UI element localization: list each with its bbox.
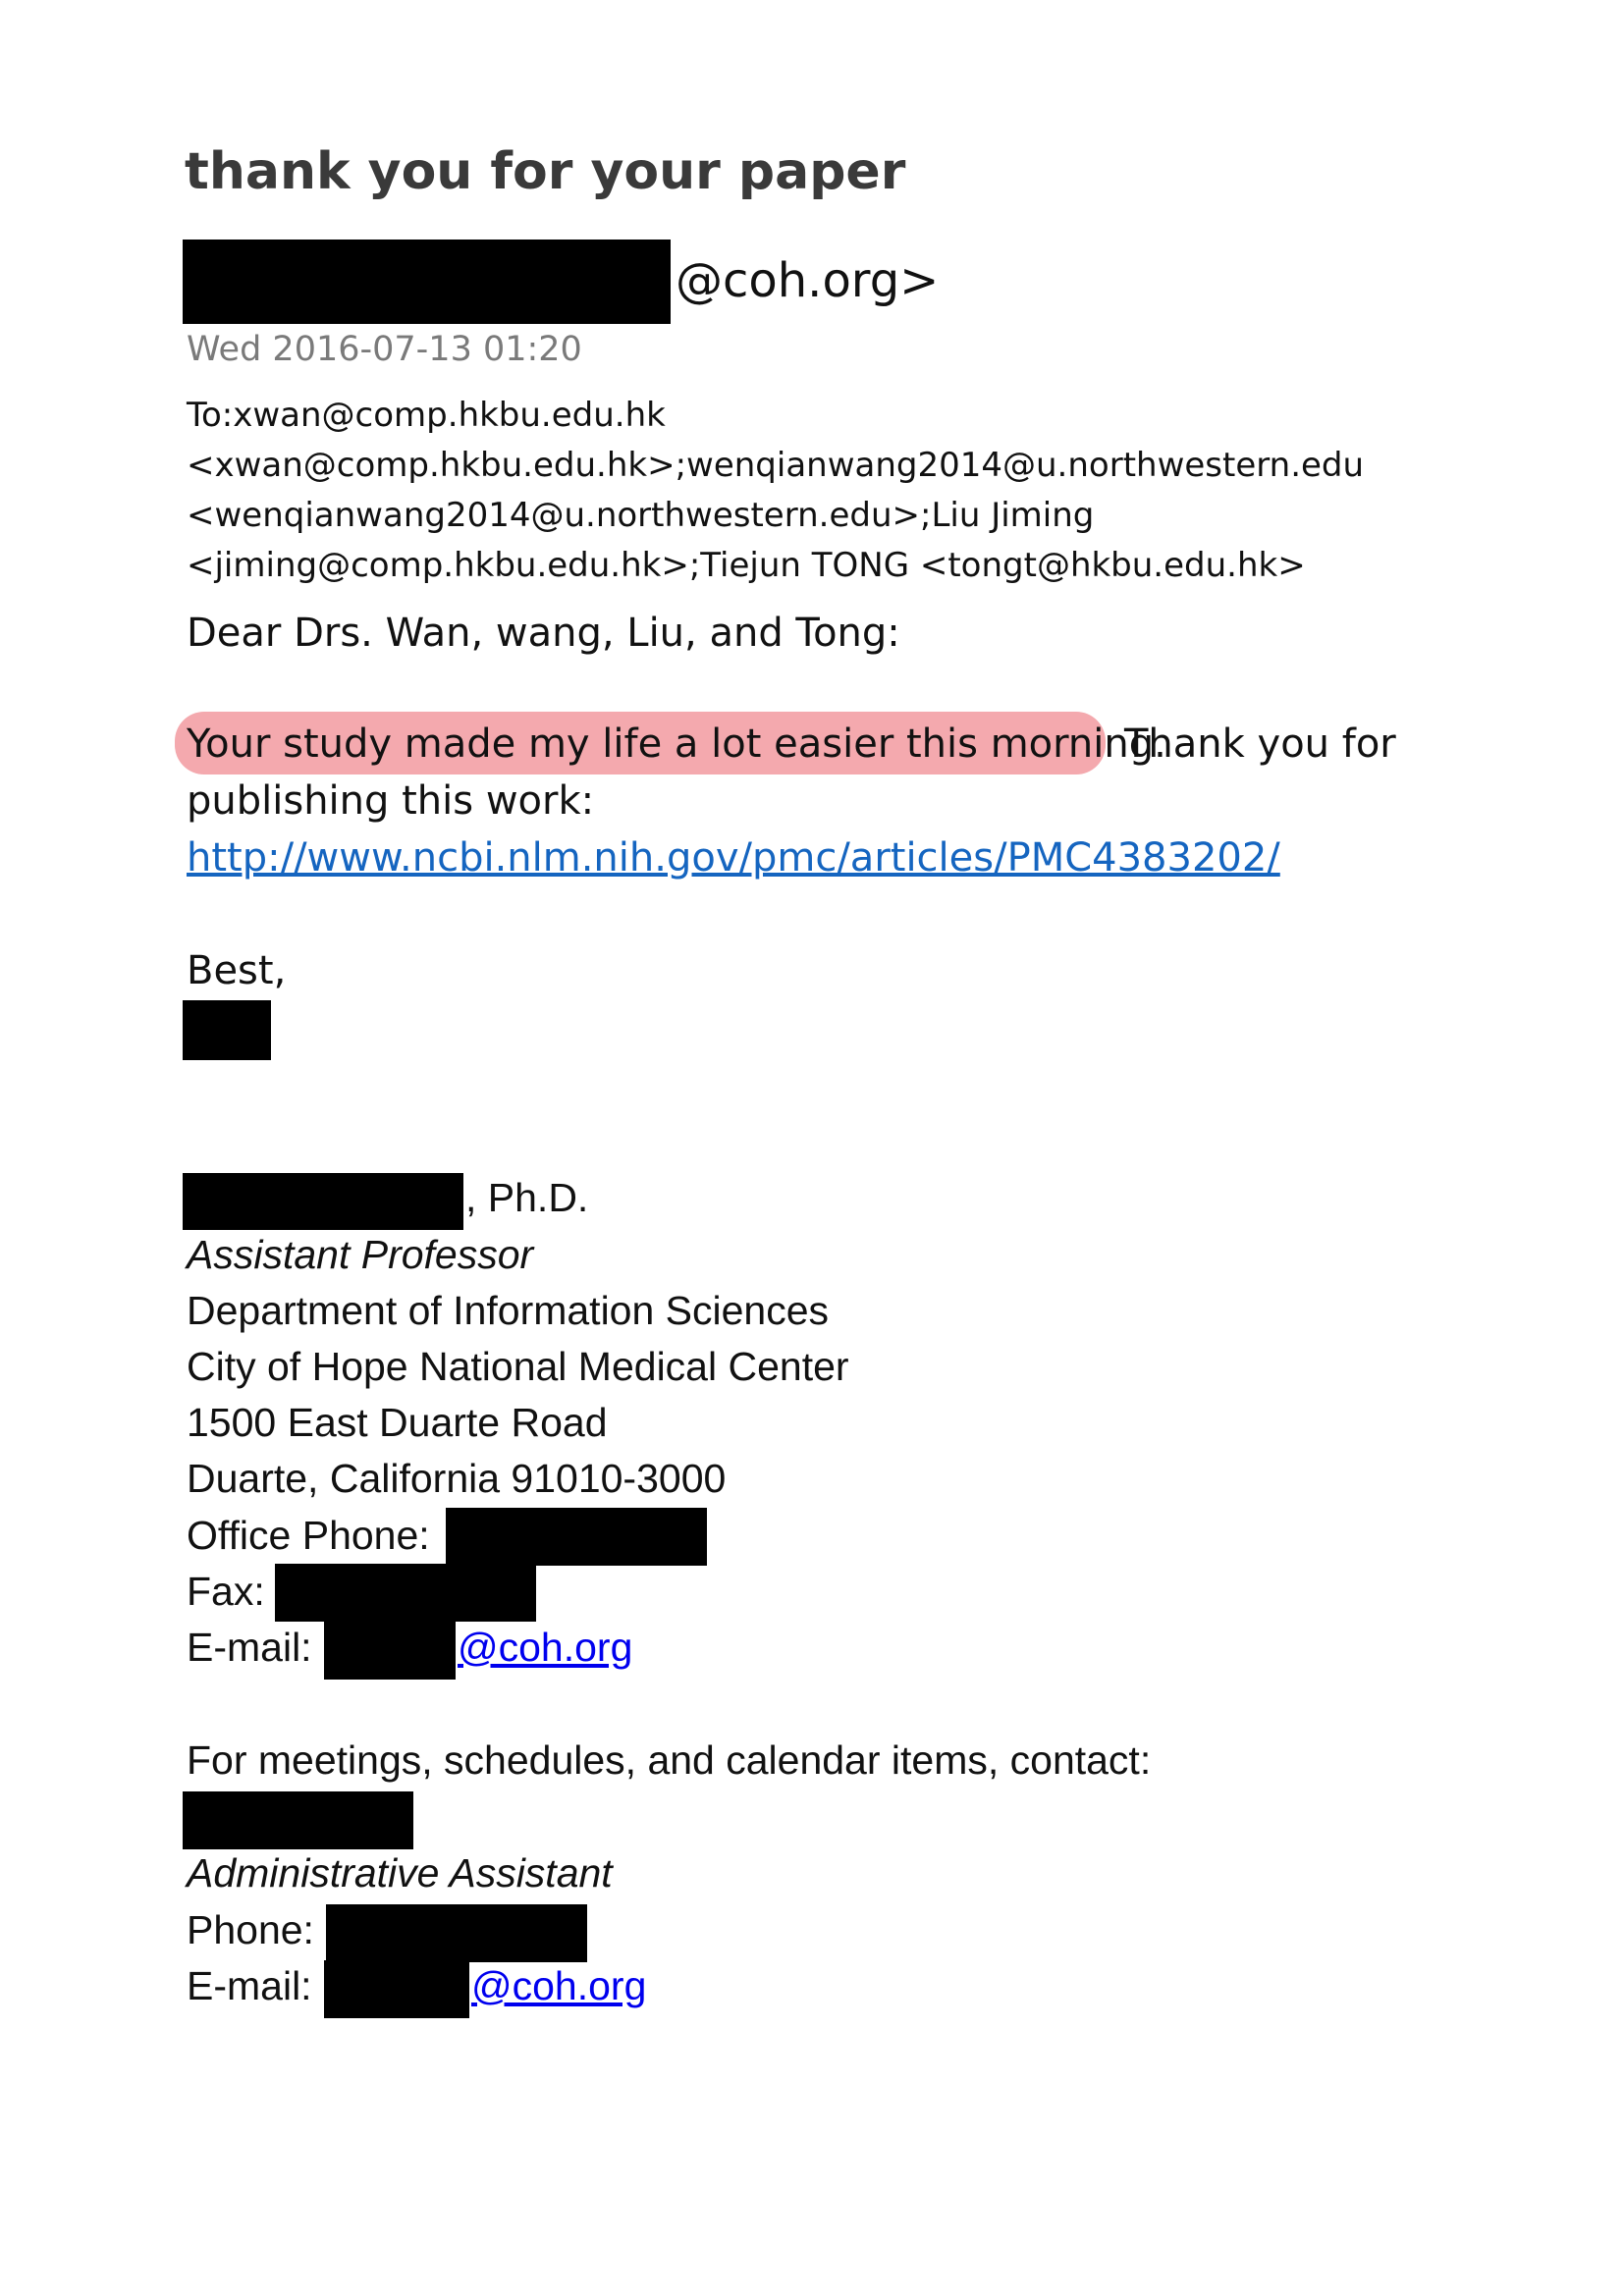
assistant-email-label: E-mail: bbox=[187, 1963, 312, 2008]
email-subject: thank you for your paper bbox=[185, 142, 906, 201]
redacted-fax bbox=[275, 1564, 536, 1622]
paper-link[interactable]: http://www.ncbi.nlm.nih.gov/pmc/articles/PMC4383202/ bbox=[187, 835, 1280, 881]
recipients-line-3: <wenqianwang2014@u.northwestern.edu>;Liu Jiming bbox=[187, 496, 1095, 535]
redacted-signer-full-name bbox=[183, 1173, 463, 1230]
assistant-email-link[interactable]: @coh.org bbox=[471, 1963, 647, 2008]
redacted-assistant-email-user bbox=[324, 1960, 469, 2018]
recipients-line-2: <xwan@comp.hkbu.edu.hk>;wenqianwang2014@u.northwestern.edu bbox=[187, 446, 1365, 485]
assistant-title: Administrative Assistant bbox=[187, 1850, 613, 1896]
thanks-text-line-2: publishing this work: bbox=[187, 778, 595, 824]
highlighted-sentence: Your study made my life a lot easier this morning. bbox=[187, 721, 1166, 767]
email-label: E-mail: bbox=[187, 1625, 312, 1670]
greeting: Dear Drs. Wan, wang, Liu, and Tong: bbox=[187, 611, 900, 656]
redacted-assistant-phone bbox=[326, 1904, 587, 1962]
signer-title: Assistant Professor bbox=[187, 1232, 534, 1277]
recipients-line-4: <jiming@comp.hkbu.edu.hk>;Tiejun TONG <tongt@hkbu.edu.hk> bbox=[187, 546, 1306, 585]
assistant-phone-label: Phone: bbox=[187, 1907, 314, 1952]
signer-degree: , Ph.D. bbox=[465, 1175, 589, 1220]
meetings-note: For meetings, schedules, and calendar items, contact: bbox=[187, 1737, 1152, 1783]
signer-street: 1500 East Duarte Road bbox=[187, 1400, 608, 1445]
signer-city: Duarte, California 91010-3000 bbox=[187, 1456, 727, 1501]
redacted-sender-name bbox=[183, 240, 671, 324]
redacted-assistant-name bbox=[183, 1791, 413, 1849]
signer-department: Department of Information Sciences bbox=[187, 1288, 830, 1333]
redacted-email-user bbox=[324, 1622, 456, 1680]
sender-email-domain: @coh.org> bbox=[676, 253, 940, 308]
signer-institution: City of Hope National Medical Center bbox=[187, 1344, 849, 1389]
redacted-office-phone bbox=[446, 1508, 707, 1566]
redacted-signer-first-name bbox=[183, 1000, 271, 1060]
thanks-text: Thank you for bbox=[1124, 721, 1396, 767]
email-date: Wed 2016-07-13 01:20 bbox=[187, 330, 582, 369]
signer-email-link[interactable]: @coh.org bbox=[458, 1625, 633, 1670]
recipients-line-1: To:xwan@comp.hkbu.edu.hk bbox=[187, 396, 666, 435]
fax-label: Fax: bbox=[187, 1569, 265, 1614]
office-phone-label: Office Phone: bbox=[187, 1513, 430, 1558]
closing: Best, bbox=[187, 948, 287, 993]
